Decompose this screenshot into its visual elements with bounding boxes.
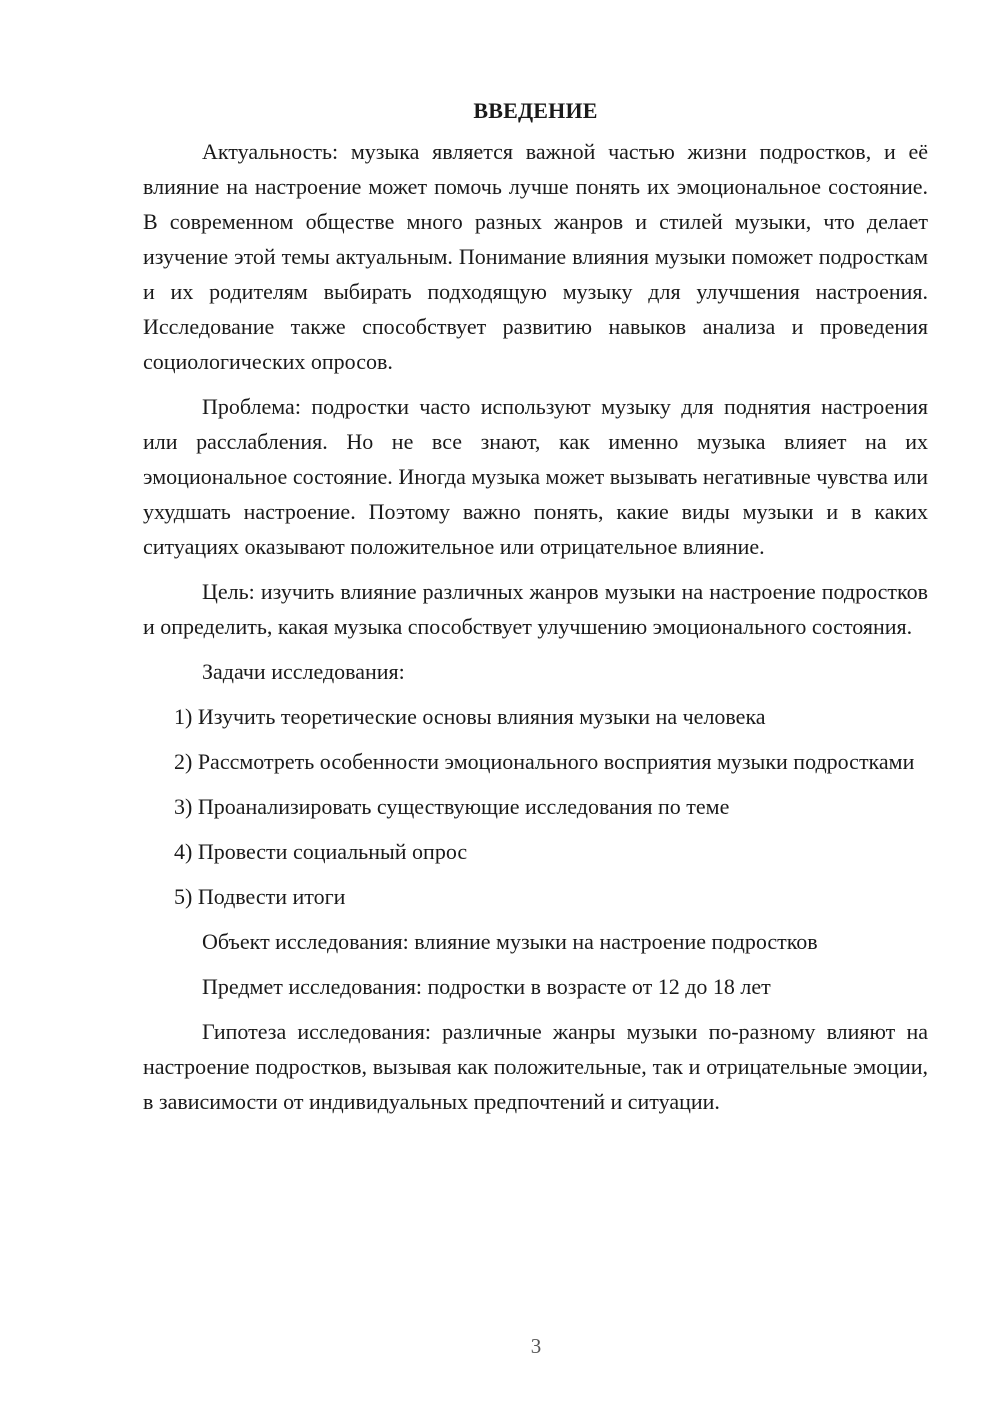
page-number: 3 bbox=[530, 1334, 542, 1358]
task-item-5: 5) Подвести итоги bbox=[174, 884, 346, 909]
tasks-heading: Задачи исследования: bbox=[202, 659, 405, 684]
page-content bbox=[143, 93, 928, 1119]
research-object: Объект исследования: влияние музыки на настроение подростков bbox=[202, 929, 818, 954]
task-item-3: 3) Проанализировать существующие исследования по теме bbox=[174, 794, 730, 819]
relevance-paragraph: Актуальность: музыка является важной частью жизни подростков, и её влияние на настроение может помочь лучше понять их эмоциональное состояние. В современном обществе много разных жанров и стилей музыки, что делает изучение этой темы актуальным. Понимание влияния музыки поможет подросткам и их родителям выбирать подходящую музыку для улучшения настроения. Исследование также способствует развитию навыков анализа и проведения социологических опросов. bbox=[143, 139, 928, 374]
task-item-2: 2) Рассмотреть особенности эмоционального восприятия музыки подростками bbox=[174, 749, 915, 774]
task-item-1: 1) Изучить теоретические основы влияния музыки на человека bbox=[174, 704, 766, 729]
task-item-4: 4) Провести социальный опрос bbox=[174, 839, 468, 864]
goal-paragraph: Цель: изучить влияние различных жанров музыки на настроение подростков и определить, какая музыка способствует улучшению эмоционального состояния. bbox=[143, 579, 928, 639]
research-subject: Предмет исследования: подростки в возрасте от 12 до 18 лет bbox=[202, 974, 771, 999]
problem-paragraph: Проблема: подростки часто используют музыку для поднятия настроения или расслабления. Но не все знают, как именно музыка влияет на их эмоциональное состояние. Иногда музыка может вызывать негативные чувства или ухудшать настроение. Поэтому важно понять, какие виды музыки и в каких ситуациях оказывают положительное или отрицательное влияние. bbox=[143, 394, 928, 559]
research-hypothesis: Гипотеза исследования: различные жанры музыки по-разному влияют на настроение подростков, вызывая как положительные, так и отрицательные эмоции, в зависимости от индивидуальных предпочтений и ситуации. bbox=[143, 1019, 928, 1114]
section-title: ВВЕДЕНИЕ bbox=[473, 98, 598, 123]
